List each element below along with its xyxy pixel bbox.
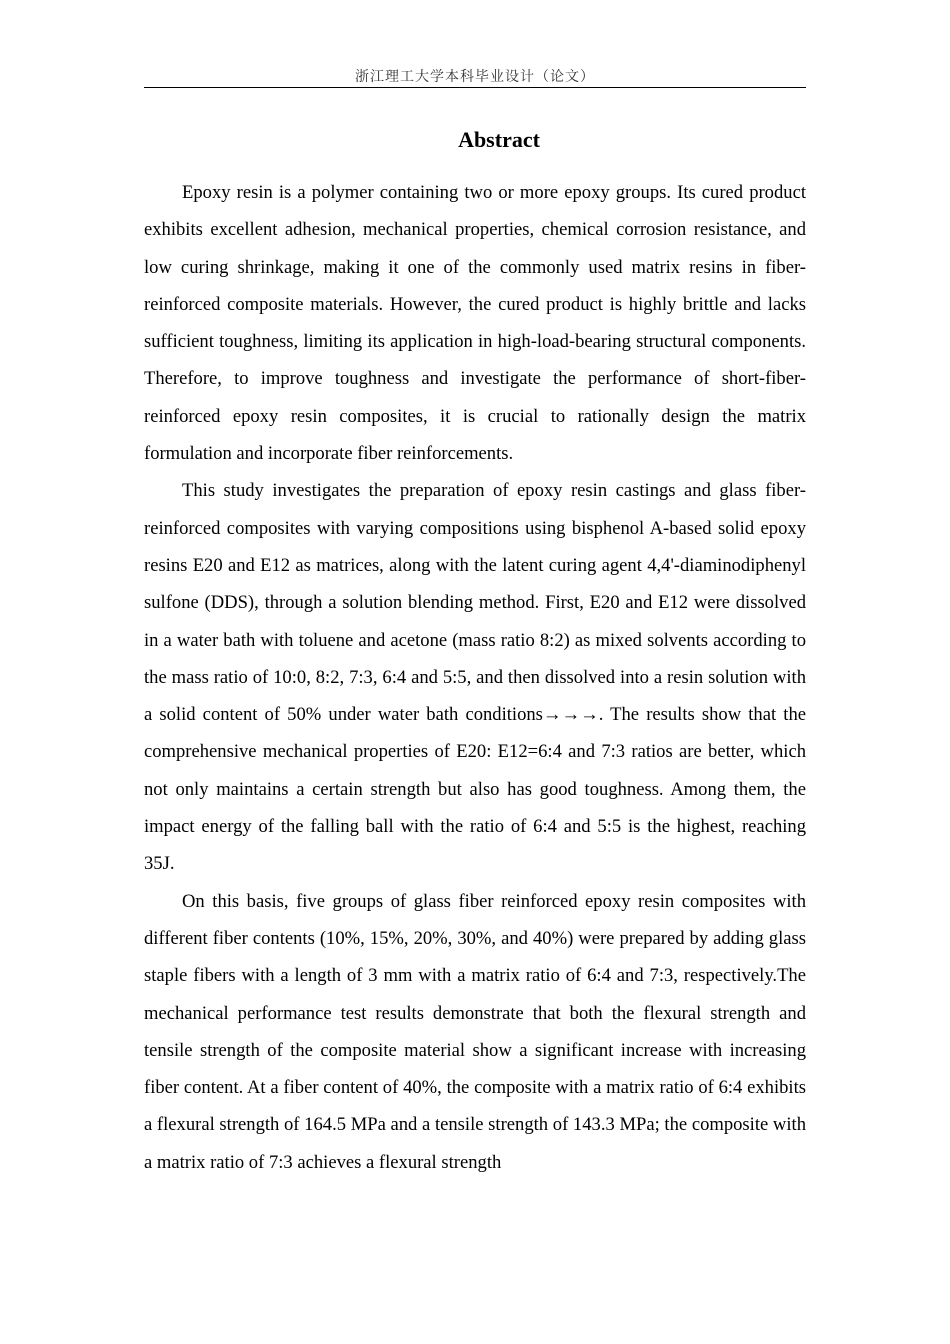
header-divider: [144, 87, 806, 88]
abstract-paragraph-1: Epoxy resin is a polymer containing two or more epoxy groups. Its cured product exhibits excellent adhesion, mechanical properties, chemical corrosion resistance, and low curing shrinkage, making it one of the commonly used matrix resins in fiber-reinforced composite materials. However, the cured product is highly brittle and lacks sufficient toughness, limiting its application in high-load-bearing structural components. Therefore, to improve toughness and investigate the performance of short-fiber-reinforced epoxy resin composites, it is crucial to rationally design the matrix formulation and incorporate fiber reinforcements.: [144, 182, 806, 465]
abstract-paragraph-2: This study investigates the preparation of epoxy resin castings and glass fiber-reinforced composites with varying compositions using bisphenol A-based solid epoxy resins E20 and E12 as matrices, along with the latent curing agent 4,4'-diaminodiphenyl sulfone (DDS), through a solution blending method. First, E20 and E12 were dissolved in a water bath with toluene and acetone (mass ratio 8:2) as mixed solvents according to the mass ratio of 10:0, 8:2, 7:3, 6:4 and 5:5, and then dissolved into a resin solution with a solid content of 50% under water bath conditions→→→. The results show that the comprehensive mechanical properties of E20: E12=6:4 and 7:3 ratios are better, which not only maintains a certain strength but also has good toughness. Among them, the impact energy of the falling ball with the ratio of 6:4 and 5:5 is the highest, reaching 35J.: [144, 480, 806, 875]
abstract-body: [144, 174, 806, 1181]
abstract-paragraph-3: On this basis, five groups of glass fiber reinforced epoxy resin composites with different fiber contents (10%, 15%, 20%, 30%, and 40%) were prepared by adding glass staple fibers with a length of 3 mm with a matrix ratio of 6:4 and 7:3, respectively.The mechanical performance test results demonstrate that both the flexural strength and tensile strength of the composite material show a significant increase with increasing fiber content. At a fiber content of 40%, the composite with a matrix ratio of 6:4 exhibits a flexural strength of 164.5 MPa and a tensile strength of 143.3 MPa; the composite with a matrix ratio of 7:3 achieves a flexural strength: [144, 890, 806, 1173]
abstract-title: Abstract: [458, 127, 540, 152]
running-header: 浙江理工大学本科毕业设计（论文）: [355, 69, 595, 85]
